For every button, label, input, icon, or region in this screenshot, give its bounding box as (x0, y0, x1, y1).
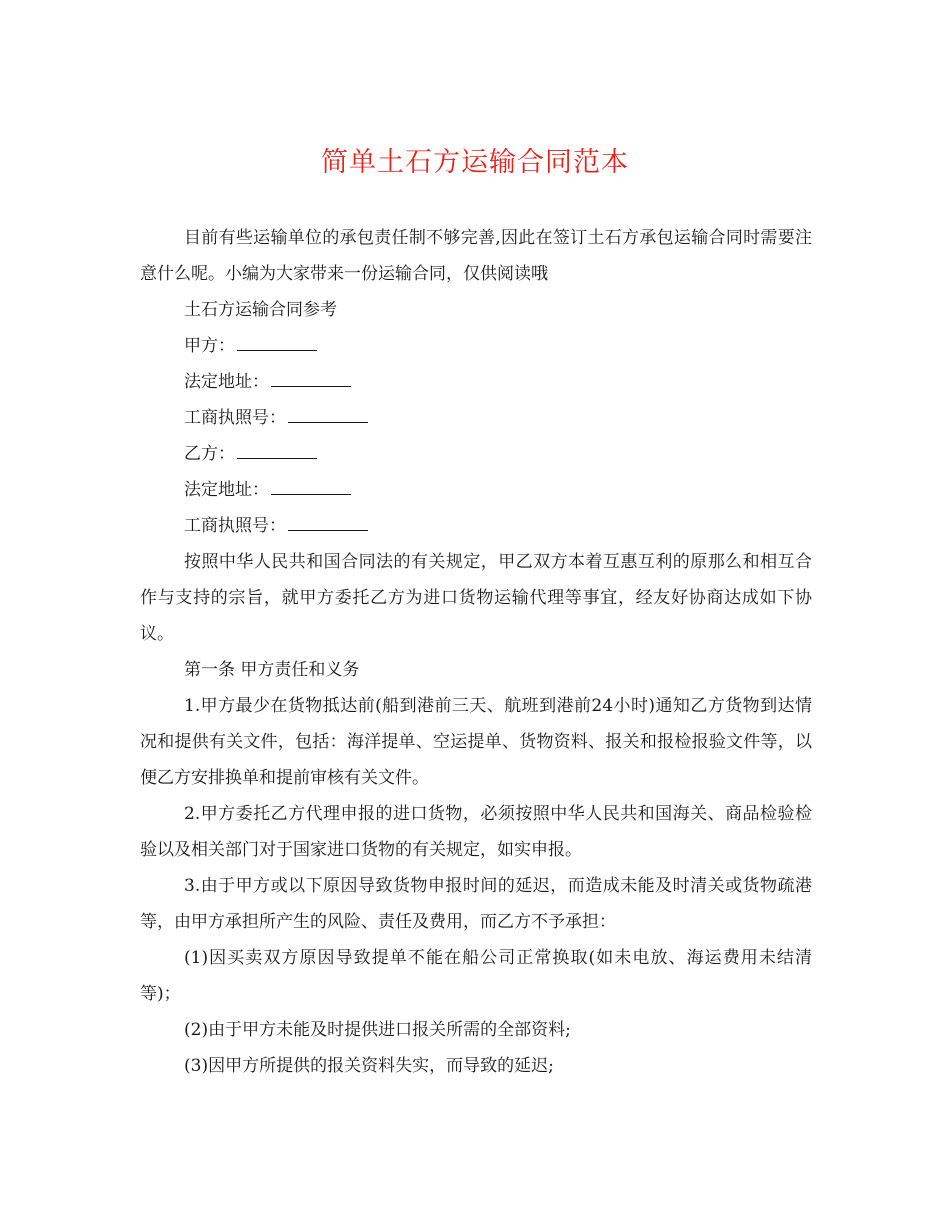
party-a-license-blank (288, 400, 368, 423)
party-b-license-label: 工商执照号： (184, 516, 286, 536)
preamble-paragraph: 按照中华人民共和国合同法的有关规定，甲乙双方本着互惠互利的原那么和相互合作与支持的宗旨，就甲方委托乙方为进口货物运输代理等事宜，经友好协商达成如下协议。 (140, 552, 812, 644)
party-a-address-label: 法定地址： (184, 372, 269, 392)
document-body (140, 220, 812, 1084)
party-a-license-label: 工商执照号： (184, 408, 286, 428)
party-a-address-line (140, 364, 812, 400)
clause-2: 2.甲方委托乙方代理申报的进口货物，必须按照中华人民共和国海关、商品检验检验以及相关部门对于国家进口货物的有关规定，如实申报。 (140, 804, 812, 860)
party-a-name-label: 甲方： (184, 336, 235, 356)
party-a-name-line (140, 328, 812, 364)
document-title: 简单土石方运输合同范本 (321, 147, 629, 178)
party-b-address-line (140, 472, 812, 508)
clause-3: 3.由于甲方或以下原因导致货物申报时间的延迟，而造成未能及时清关或货物疏港等，由甲方承担所产生的风险、责任及费用，而乙方不予承担： (140, 876, 812, 932)
clause-1: 1.甲方最少在货物抵达前(船到港前三天、航班到港前24小时)通知乙方货物到达情况和提供有关文件，包括：海洋提单、空运提单、货物资料、报关和报检报验文件等，以便乙方安排换单和提前审核有关文件。 (140, 696, 812, 788)
party-b-name-label: 乙方： (184, 444, 235, 464)
sub-clause-1: (1)因买卖双方原因导致提单不能在船公司正常换取(如未电放、海运费用未结清等)； (140, 948, 812, 1004)
sub-clause-3: (3)因甲方所提供的报关资料失实，而导致的延迟; (184, 1056, 554, 1076)
article-1-heading: 第一条 甲方责任和义务 (184, 660, 360, 680)
party-b-license-blank (288, 508, 368, 531)
party-a-address-blank (271, 364, 351, 387)
party-b-address-label: 法定地址： (184, 480, 269, 500)
sub-clause-2: (2)由于甲方未能及时提供进口报关所需的全部资料; (184, 1020, 571, 1040)
subtitle: 土石方运输合同参考 (184, 300, 337, 320)
party-a-name-blank (237, 328, 317, 351)
party-a-license-line (140, 400, 812, 436)
party-b-name-line (140, 436, 812, 472)
party-b-name-blank (237, 436, 317, 459)
party-b-address-blank (271, 472, 351, 495)
party-b-license-line (140, 508, 812, 544)
intro-paragraph: 目前有些运输单位的承包责任制不够完善,因此在签订土石方承包运输合同时需要注意什么呢。小编为大家带来一份运输合同，仅供阅读哦 (140, 228, 812, 284)
